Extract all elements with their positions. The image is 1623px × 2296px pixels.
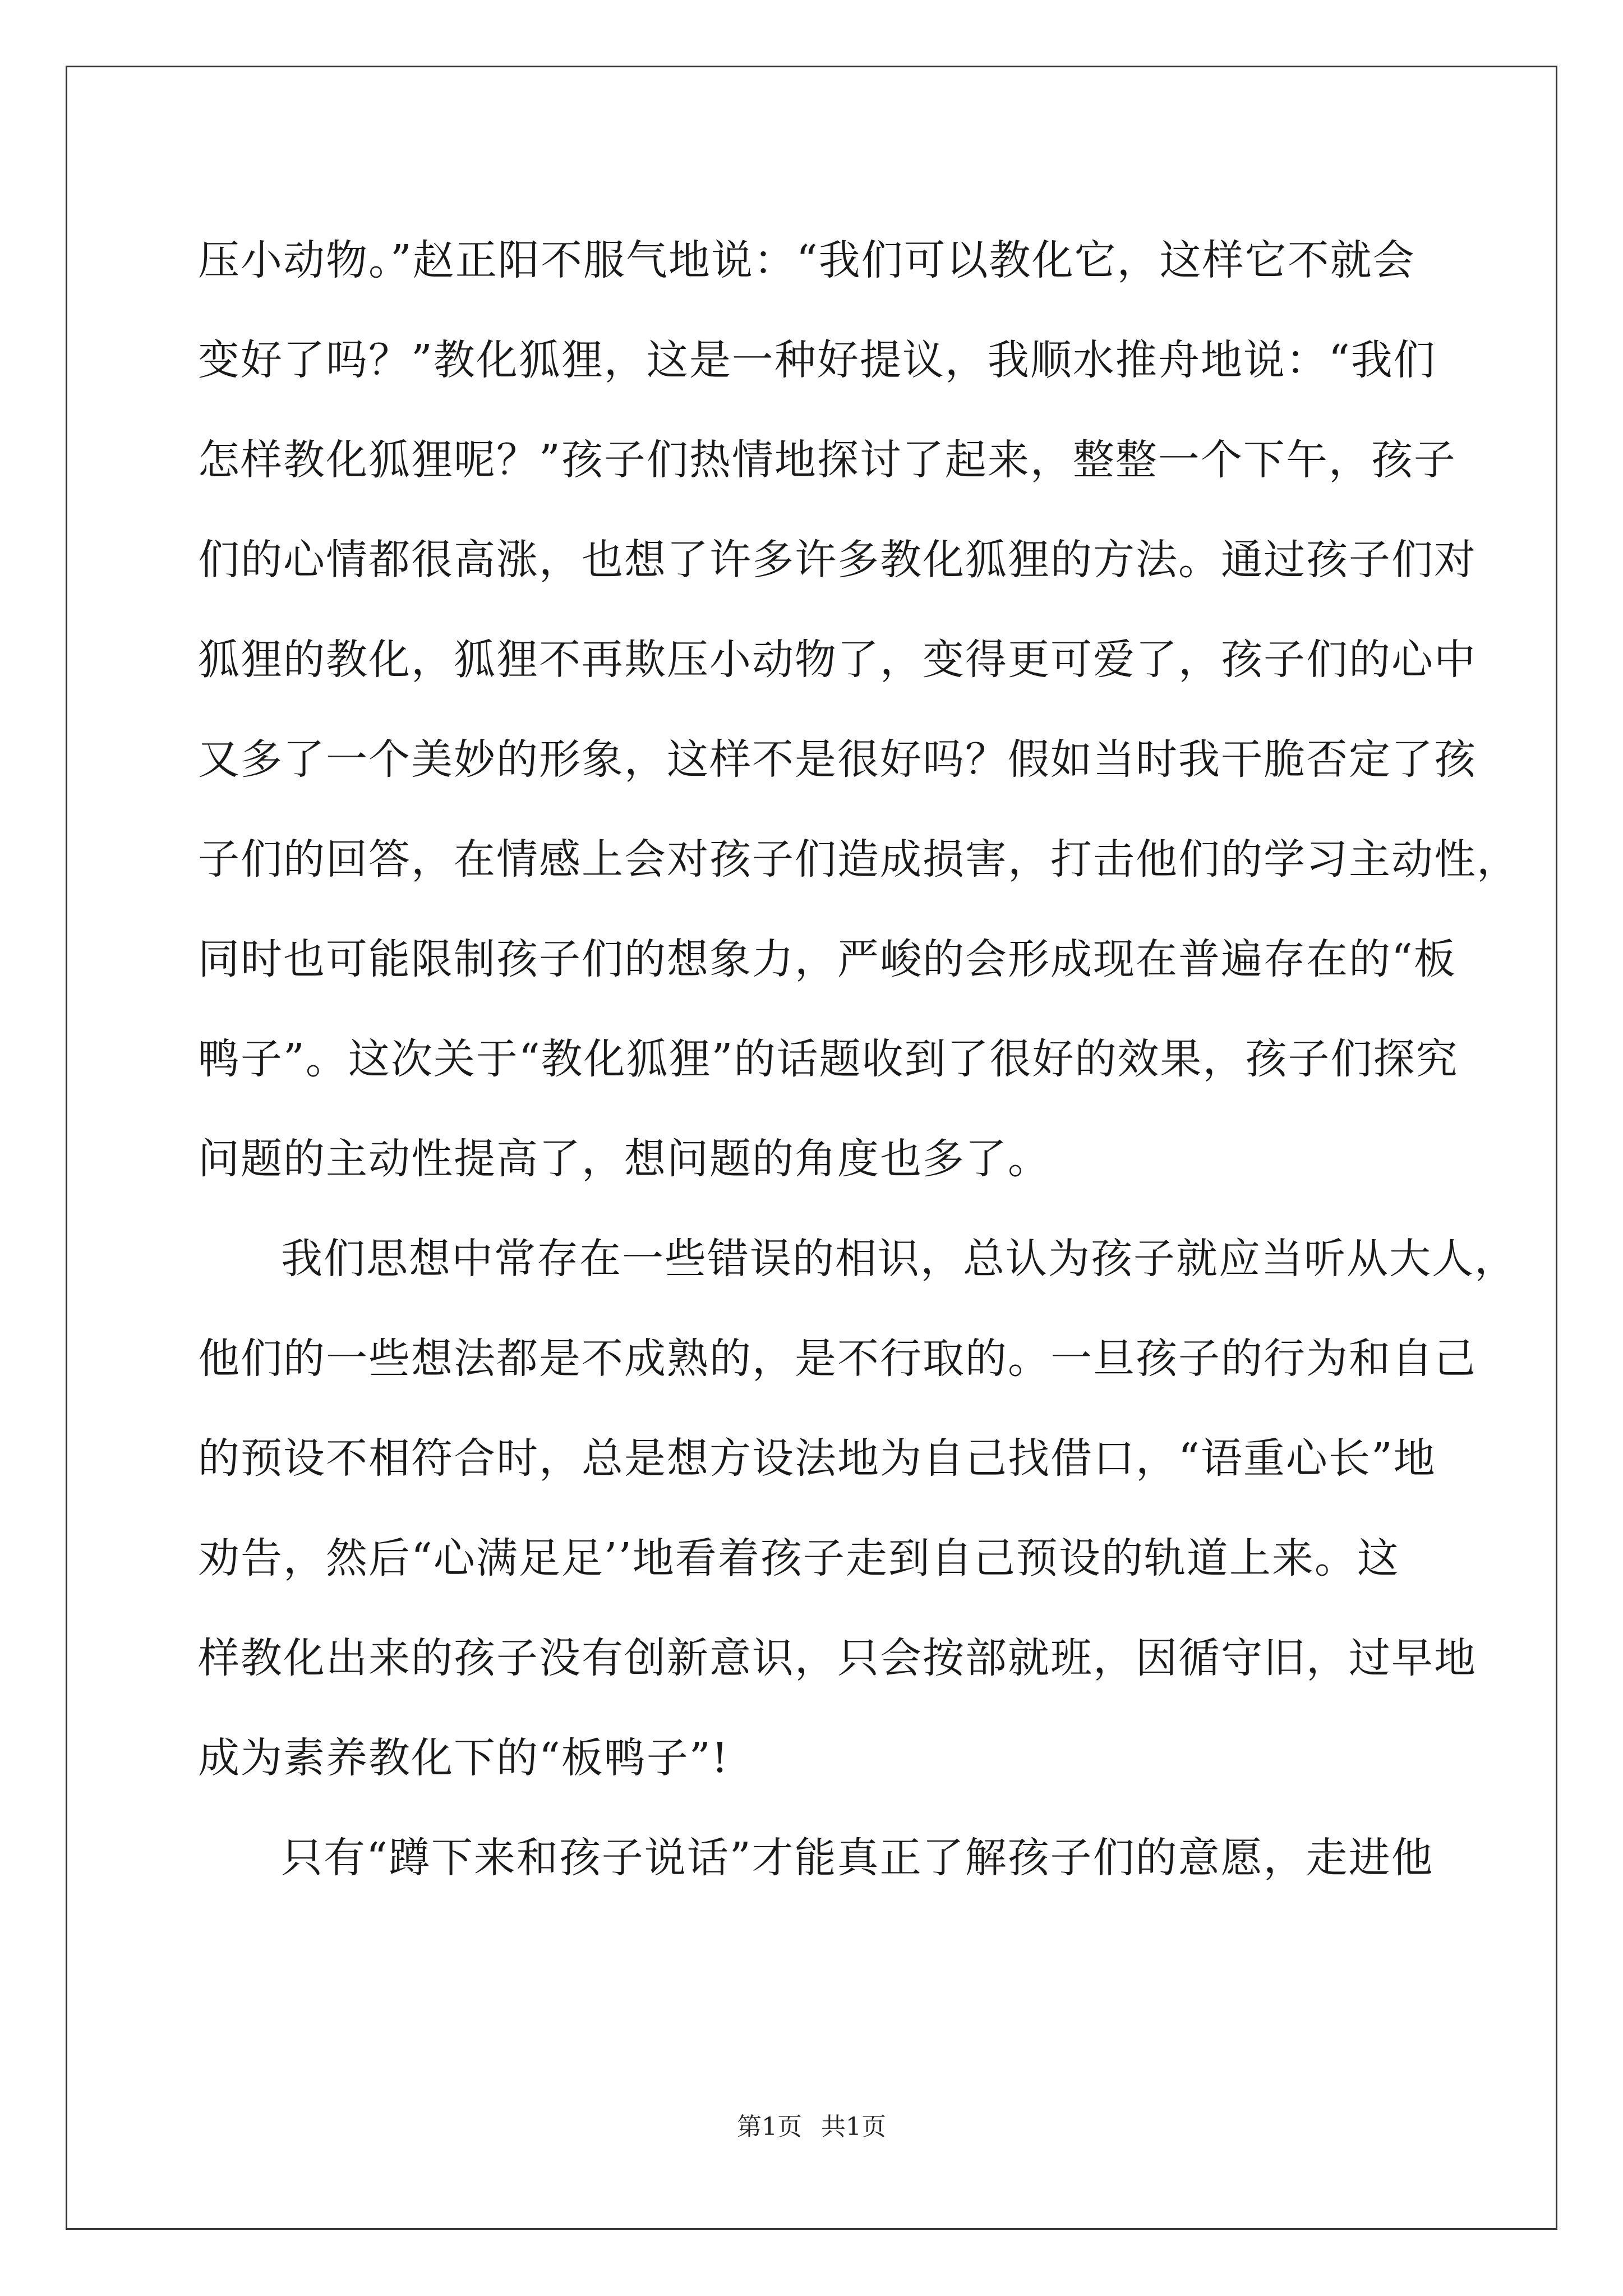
text-line: 又多了一个美妙的形象，这样不是很好吗？假如当时我干脆否定了孩 [198, 735, 1477, 784]
text-line: 压小动物。”赵正阳不服气地说：“我们可以教化它，这样它不就会 [198, 236, 1415, 284]
text-line: 变好了吗？”教化狐狸，这是一种好提议，我顺水推舟地说：“我们 [198, 336, 1436, 384]
text-line: 们的心情都很高涨，也想了许多许多教化狐狸的方法。通过孩子们对 [198, 536, 1477, 584]
page-footer [0, 2110, 1623, 2144]
text-line: 怎样教化狐狸呢？”孩子们热情地探讨了起来，整整一个下午，孩子 [198, 436, 1456, 484]
text-line: 样教化出来的孩子没有创新意识，只会按部就班，因循守旧，过早地 [198, 1634, 1477, 1682]
page-number-total: 共1页 [821, 2113, 886, 2141]
text-line: 问题的主动性提高了，想问题的角度也多了。 [198, 1135, 1050, 1183]
text-line: 的预设不相符合时，总是想方设法地为自己找借口，“语重心长”地 [198, 1434, 1436, 1483]
text-line: 同时也可能限制孩子们的想象力，严峻的会形成现在普遍存在的“板 [198, 935, 1456, 983]
document-body [198, 210, 1519, 1908]
text-line: 只有“蹲下来和孩子说话”才能真正了解孩子们的意愿，走进他 [281, 1834, 1434, 1882]
text-line: 他们的一些想法都是不成熟的，是不行取的。一旦孩子的行为和自己 [198, 1335, 1477, 1383]
text-line: 成为素养教化下的“板鸭子”! [198, 1734, 730, 1782]
text-line: 狐狸的教化，狐狸不再欺压小动物了，变得更可爱了，孩子们的心中 [198, 636, 1477, 684]
text-line: 劝告，然后“心满足足’’地看着孩子走到自己预设的轨道上来。这 [198, 1534, 1400, 1582]
text-line: 我们思想中常存在一些错误的相识，总认为孩子就应当听从大人， [281, 1235, 1517, 1283]
text-line: 子们的回答，在情感上会对孩子们造成损害，打击他们的学习主动性， [198, 835, 1519, 884]
page-number-current: 第1页 [737, 2113, 802, 2141]
text-line: 鸭子”。这次关于“教化狐狸”的话题收到了很好的效果，孩子们探究 [198, 1035, 1459, 1083]
